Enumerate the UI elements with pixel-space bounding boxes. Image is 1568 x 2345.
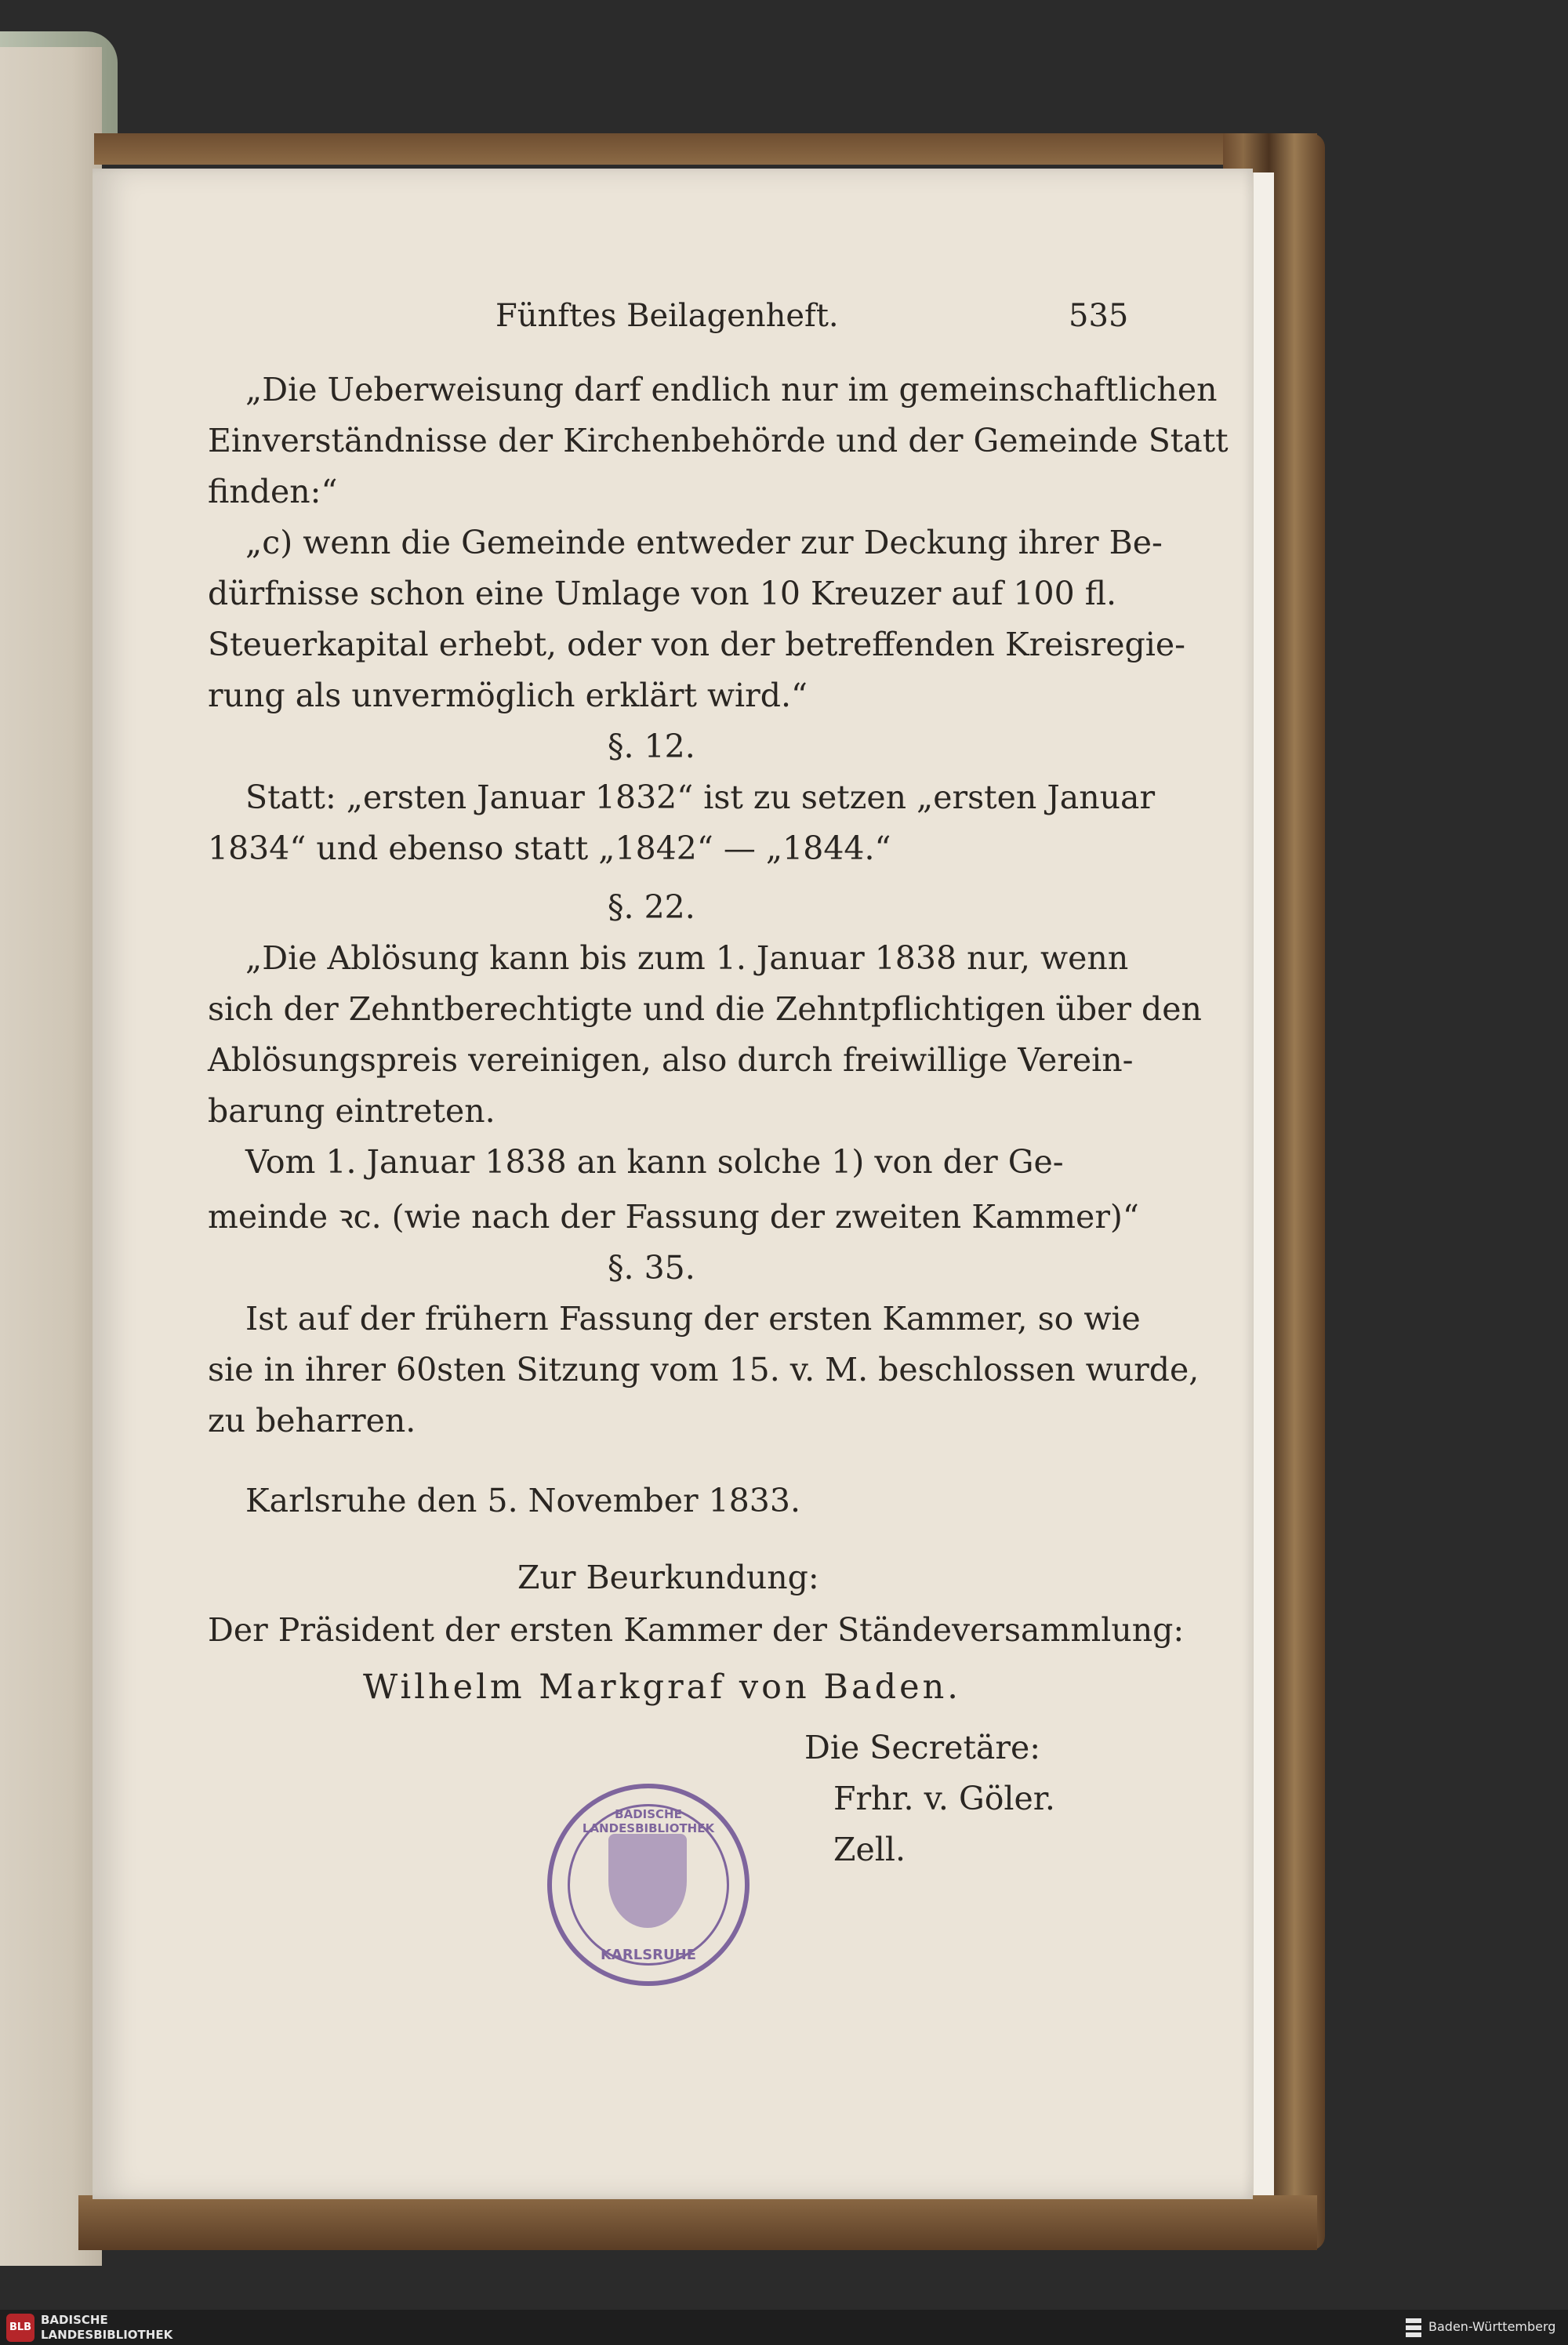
page-number: 535 <box>1069 298 1129 334</box>
state-brand-link[interactable]: Baden-Württemberg <box>1428 2319 1556 2334</box>
coat-of-arms-icon <box>608 1834 687 1928</box>
facing-page-left <box>0 47 102 2266</box>
text-line: zu beharren. <box>208 1402 416 1439</box>
text-line: rung als unvermöglich erklärt wird.“ <box>208 677 808 714</box>
baden-wuerttemberg-lions-icon <box>1403 2316 1424 2340</box>
library-name-line-1: BADISCHE <box>41 2313 108 2327</box>
section-heading: §. 12. <box>608 728 695 765</box>
text-line: finden:“ <box>208 473 338 510</box>
text-line: Steuerkapital erhebt, oder von der betreffenden Kreisregie- <box>208 626 1185 663</box>
text-line: „Die Ablösung kann bis zum 1. Januar 1838 nur, wenn <box>245 939 1129 977</box>
page-block-edge <box>1253 172 1274 2195</box>
stamp-bottom-text: KARLSRUHE <box>600 1947 696 1963</box>
viewer-footer <box>0 2310 1568 2345</box>
text-line: sie in ihrer 60sten Sitzung vom 15. v. M. beschlossen wurde, <box>208 1351 1200 1388</box>
president-name: Wilhelm Markgraf von Baden. <box>363 1668 961 1707</box>
book-cover-top-edge <box>94 133 1317 165</box>
text-line: Statt: „ersten Januar 1832“ ist zu setzen „ersten Januar <box>245 779 1156 816</box>
text-line: Ist auf der frühern Fassung der ersten Kammer, so wie <box>245 1300 1141 1338</box>
text-line: dürfnisse schon eine Umlage von 10 Kreuzer auf 100 fl. <box>208 575 1117 612</box>
library-stamp <box>547 1784 750 1986</box>
text-line: Ablösungspreis vereinigen, also durch freiwillige Verein- <box>208 1041 1134 1079</box>
running-title: Fünftes Beilagenheft. <box>495 298 839 334</box>
book-cover-bottom-edge <box>78 2195 1317 2250</box>
secretary-name: Zell. <box>833 1831 906 1868</box>
library-name-line-2: LANDESBIBLIOTHEK <box>41 2328 173 2342</box>
text-line: barung eintreten. <box>208 1092 495 1130</box>
secretaries-title: Die Secretäre: <box>804 1729 1041 1766</box>
text-line: „Die Ueberweisung darf endlich nur im gemeinschaftlichen <box>245 371 1218 408</box>
text-line: sich der Zehntberechtigte und die Zehntpflichtigen über den <box>208 990 1202 1028</box>
secretary-name: Frhr. v. Göler. <box>833 1780 1055 1817</box>
president-title: Der Präsident der ersten Kammer der Ständeversammlung: <box>208 1611 1185 1649</box>
text-line: meinde ꝛc. (wie nach der Fassung der zweiten Kammer)“ <box>208 1198 1139 1236</box>
section-heading: §. 22. <box>608 888 695 926</box>
section-heading: §. 35. <box>608 1249 695 1287</box>
text-line: Einverständnisse der Kirchenbehörde und der Gemeinde Statt <box>208 422 1229 459</box>
text-line: „c) wenn die Gemeinde entweder zur Deckung ihrer Be- <box>245 524 1163 561</box>
stamp-top-text: BADISCHE LANDESBIBLIOTHEK <box>582 1807 715 1835</box>
text-line: 1834“ und ebenso statt „1842“ — „1844.“ <box>208 829 891 867</box>
text-line: Vom 1. Januar 1838 an kann solche 1) von der Ge- <box>245 1143 1064 1181</box>
place-date: Karlsruhe den 5. November 1833. <box>245 1482 801 1519</box>
library-name <box>41 2313 172 2343</box>
attestation: Zur Beurkundung: <box>517 1559 819 1596</box>
blb-logo[interactable]: BLB <box>6 2314 34 2342</box>
